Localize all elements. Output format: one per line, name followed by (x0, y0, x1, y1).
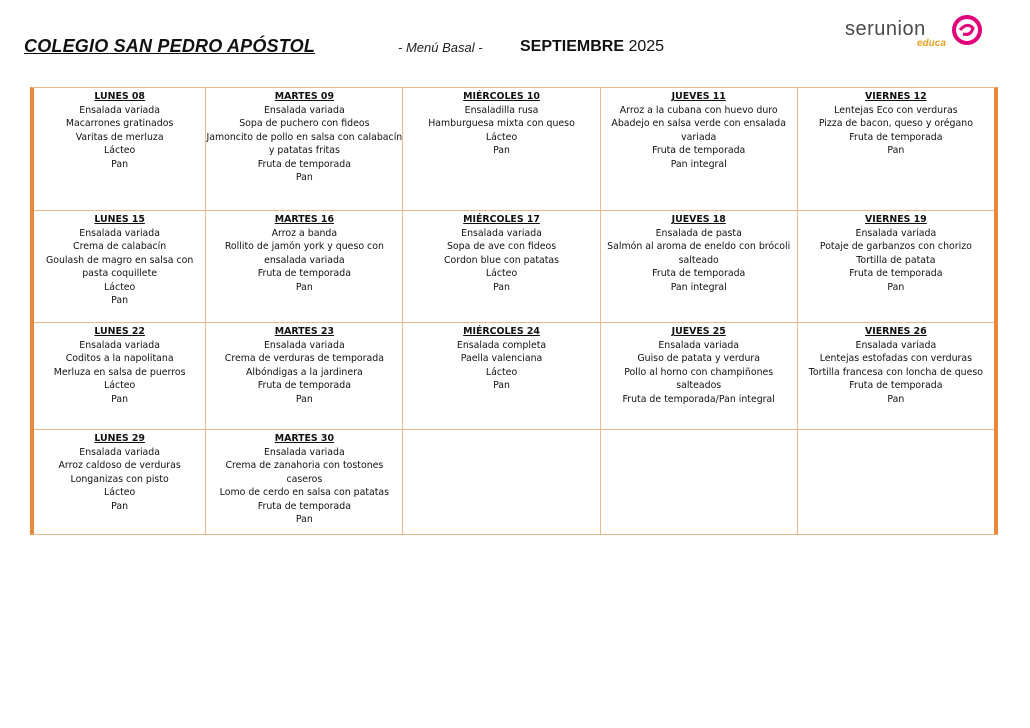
dish-item: Crema de zanahoria con tostones caseros (225, 460, 384, 485)
dish-item: Salmón al aroma de eneldo con brócoli salteado (607, 241, 791, 266)
dish-item: Potaje de garbanzos con chorizo (819, 241, 972, 252)
dish-item: Fruta de temporada (849, 268, 943, 279)
day-cell (34, 88, 205, 210)
dish-item: Pan (295, 514, 313, 525)
week-row (34, 210, 994, 323)
dish-item: Sopa de ave con fideos (446, 241, 557, 252)
day-heading: VIERNES 12 (865, 91, 927, 102)
school-title: COLEGIO SAN PEDRO APÓSTOL (24, 36, 316, 56)
logo-sub: educa (917, 38, 946, 49)
day-cell (205, 323, 402, 430)
menu-grid (30, 87, 998, 535)
day-heading: MIÉRCOLES 17 (463, 214, 540, 225)
day-cell (34, 323, 205, 430)
day-cell (797, 323, 994, 430)
dish-item: Paella valenciana (460, 353, 543, 364)
day-cell (402, 323, 599, 430)
month-year (520, 38, 664, 56)
dish-item: Sopa de puchero con fideos (239, 118, 370, 129)
day-cell (600, 88, 797, 210)
dish-item: Lomo de cerdo en salsa con patatas (219, 487, 390, 498)
day-cell (34, 430, 205, 535)
dish-item: Crema de calabacín (73, 241, 167, 252)
dish-item: Ensalada variada (658, 339, 740, 351)
dish-item: Ensalada variada (855, 227, 937, 239)
week-row (34, 322, 994, 430)
day-cell (600, 323, 797, 430)
dish-item: Fruta de temporada (257, 380, 351, 391)
month-label: SEPTIEMBRE (520, 38, 625, 55)
day-cell (205, 430, 402, 535)
dish-item: Rollito de jamón york y queso con ensalada variada (224, 241, 384, 266)
dish-item: Pizza de bacon, queso y orégano (818, 118, 973, 129)
dish-item: Macarrones gratinados (65, 118, 174, 129)
day-heading: LUNES 08 (94, 91, 145, 102)
dish-item: Pan (111, 393, 129, 405)
day-cell (205, 211, 402, 323)
serunion-logo (845, 14, 985, 54)
dish-item: Tortilla francesa con loncha de queso (808, 366, 983, 378)
dish-item: Ensalada variada (264, 104, 345, 116)
dish-item: Pollo al horno con champiñones salteados (624, 366, 774, 391)
day-cell (797, 88, 994, 210)
dish-item: Merluza en salsa de puerros (53, 366, 186, 378)
day-heading: LUNES 29 (94, 433, 145, 444)
dish-item: Jamoncito de pollo en salsa con calabacín y patatas fritas (206, 131, 403, 156)
dish-item: Fruta de temporada (849, 380, 943, 391)
dish-item: Fruta de temporada (257, 500, 351, 512)
dish-item: Pan (887, 393, 905, 405)
dish-item: Ensalada de pasta (655, 227, 742, 239)
dish-item: Tortilla de patata (856, 254, 936, 266)
dish-item: Ensalada variada (79, 227, 160, 239)
dish-item: Coditos a la napolitana (65, 353, 174, 364)
dish-item: Lácteo (103, 487, 136, 498)
day-heading: JUEVES 25 (671, 326, 726, 337)
day-cell (600, 430, 797, 535)
dish-item: Fruta de temporada/Pan integral (622, 393, 775, 405)
day-heading: MIÉRCOLES 10 (463, 91, 540, 102)
dish-item: Varitas de merluza (75, 131, 164, 143)
dish-item: Pan (111, 158, 129, 170)
day-cell (402, 88, 599, 210)
dish-item: Pan (493, 145, 510, 156)
dish-item: Arroz caldoso de verduras (58, 460, 181, 471)
dish-item: Fruta de temporada (652, 145, 746, 156)
dish-item: Pan (493, 281, 510, 293)
dish-item: Pan integral (670, 281, 727, 293)
dish-item: Pan (111, 295, 129, 306)
day-cell (797, 430, 994, 535)
day-cell (797, 211, 994, 323)
day-heading: JUEVES 11 (671, 91, 726, 102)
dish-item: Ensalada completa (456, 339, 547, 351)
day-cell (402, 211, 599, 323)
dish-item: Guiso de patata y verdura (637, 353, 761, 364)
day-heading: MARTES 09 (274, 91, 334, 102)
dish-item: Fruta de temporada (652, 268, 746, 279)
day-heading: VIERNES 19 (865, 214, 927, 225)
logo-swirl-icon (951, 14, 983, 46)
day-heading: MARTES 23 (274, 326, 334, 337)
dish-item: Pan (295, 393, 313, 405)
dish-item: Pan integral (670, 158, 727, 170)
dish-item: Lácteo (103, 145, 136, 156)
dish-item: Pan (295, 281, 313, 293)
dish-item: Hamburguesa mixta con queso (428, 118, 575, 129)
year-label: 2025 (628, 38, 665, 55)
dish-item: Goulash de magro en salsa con pasta coquillete (45, 254, 194, 279)
dish-item: Pan (295, 172, 313, 183)
day-cell (600, 211, 797, 323)
dish-item: Crema de verduras de temporada (224, 353, 384, 364)
dish-item: Lentejas estofadas con verduras (819, 353, 973, 364)
dish-item: Cordon blue con patatas (444, 254, 560, 266)
dish-item: Lácteo (485, 366, 518, 378)
dish-item: Fruta de temporada (257, 268, 351, 279)
dish-item: Ensalada variada (79, 104, 160, 116)
day-heading: MARTES 16 (274, 214, 334, 225)
dish-item: Arroz a la cubana con huevo duro (619, 104, 778, 116)
day-heading: MIÉRCOLES 24 (463, 326, 540, 337)
dish-item: Ensalada variada (855, 339, 937, 351)
day-heading: JUEVES 18 (671, 214, 726, 225)
dish-item: Fruta de temporada (849, 131, 943, 143)
dish-item: Arroz a banda (271, 227, 338, 239)
dish-item: Ensalada variada (79, 446, 160, 458)
dish-item: Lácteo (485, 131, 518, 143)
dish-item: Ensalada variada (461, 227, 542, 239)
dish-item: Lácteo (103, 281, 136, 293)
dish-item: Pan (887, 145, 905, 156)
day-cell (205, 88, 402, 210)
dish-item: Albóndigas a la jardinera (246, 366, 363, 378)
day-heading: MARTES 30 (274, 433, 334, 444)
day-cell (34, 211, 205, 323)
dish-item: Longanizas con pisto (70, 473, 169, 485)
dish-item: Abadejo en salsa verde con ensalada variada (611, 118, 786, 143)
dish-item: Lácteo (485, 268, 518, 279)
dish-item: Pan (111, 500, 129, 512)
dish-item: Lentejas Eco con verduras (834, 104, 958, 116)
day-heading: LUNES 22 (94, 326, 145, 337)
day-heading: VIERNES 26 (865, 326, 927, 337)
dish-item: Pan (493, 380, 510, 391)
day-cell (402, 430, 599, 535)
week-row (34, 429, 994, 535)
menu-type: - Menú Basal - (398, 40, 483, 55)
dish-item: Ensalada variada (264, 446, 345, 458)
week-row (34, 88, 994, 210)
logo-name: serunion (845, 18, 926, 40)
day-heading: LUNES 15 (94, 214, 145, 225)
dish-item: Ensalada variada (79, 339, 160, 351)
dish-item: Fruta de temporada (257, 158, 351, 170)
dish-item: Ensalada variada (264, 339, 345, 351)
dish-item: Ensaladilla rusa (464, 104, 539, 116)
dish-item: Pan (887, 281, 905, 293)
dish-item: Lácteo (103, 380, 136, 391)
